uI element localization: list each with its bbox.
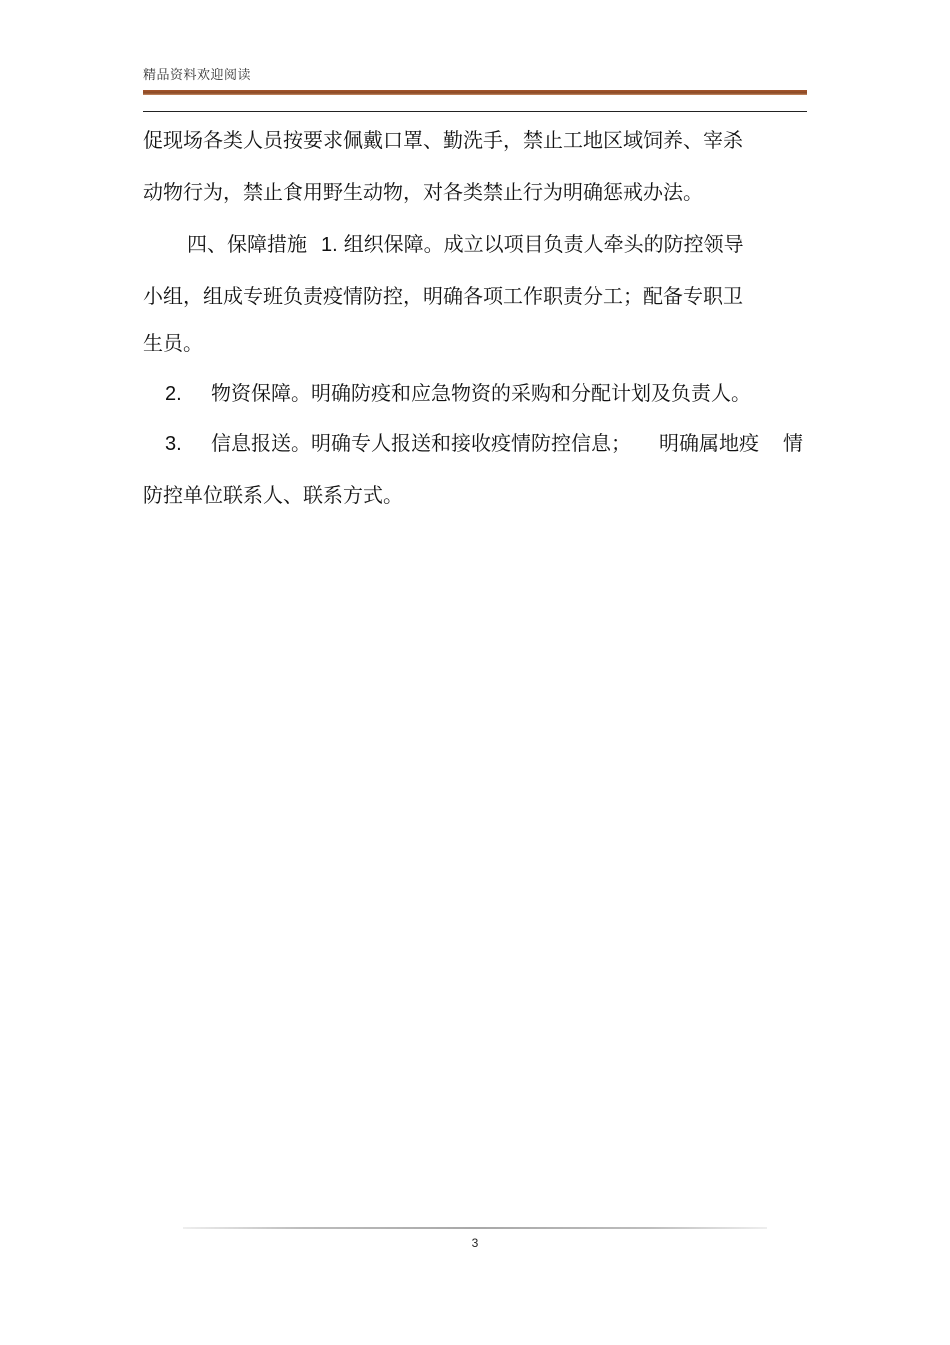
body-line-2: 动物行为，禁止食用野生动物，对各类禁止行为明确惩戒办法。 [143, 180, 703, 204]
item-number-1: 1. [321, 234, 338, 256]
page-number: 3 [471, 1236, 479, 1250]
header-rule-thick [143, 90, 807, 95]
list-item-3 [165, 430, 803, 457]
header-text: 精品资料欢迎阅读 [143, 68, 252, 83]
item-text-1: 组织保障。成立以项目负责人牵头的防控领导 [343, 232, 744, 256]
body-line-1: 促现场各类人员按要求佩戴口罩、勤洗手，禁止工地区域饲养、宰杀 [143, 128, 743, 152]
item-text-2: 物资保障。明确防疫和应急物资的采购和分配计划及负责人。 [211, 381, 751, 405]
item-text-3c: 情 [783, 431, 803, 455]
item-text-3b: 明确属地疫 [659, 431, 759, 455]
item-number-3: 3. [165, 433, 182, 455]
body-line-3 [187, 231, 744, 258]
list-item-2 [165, 380, 751, 407]
item-text-3a: 信息报送。明确专人报送和接收疫情防控信息； [211, 431, 631, 455]
footer-rule [183, 1227, 767, 1229]
header-rule-thin [143, 111, 807, 112]
item-number-2: 2. [165, 383, 182, 405]
section-heading: 四、保障措施 [187, 232, 307, 256]
body-line-4: 小组，组成专班负责疫情防控，明确各项工作职责分工；配备专职卫 [143, 284, 743, 308]
body-line-8: 防控单位联系人、联系方式。 [143, 483, 403, 507]
body-line-5: 生员。 [143, 331, 203, 355]
